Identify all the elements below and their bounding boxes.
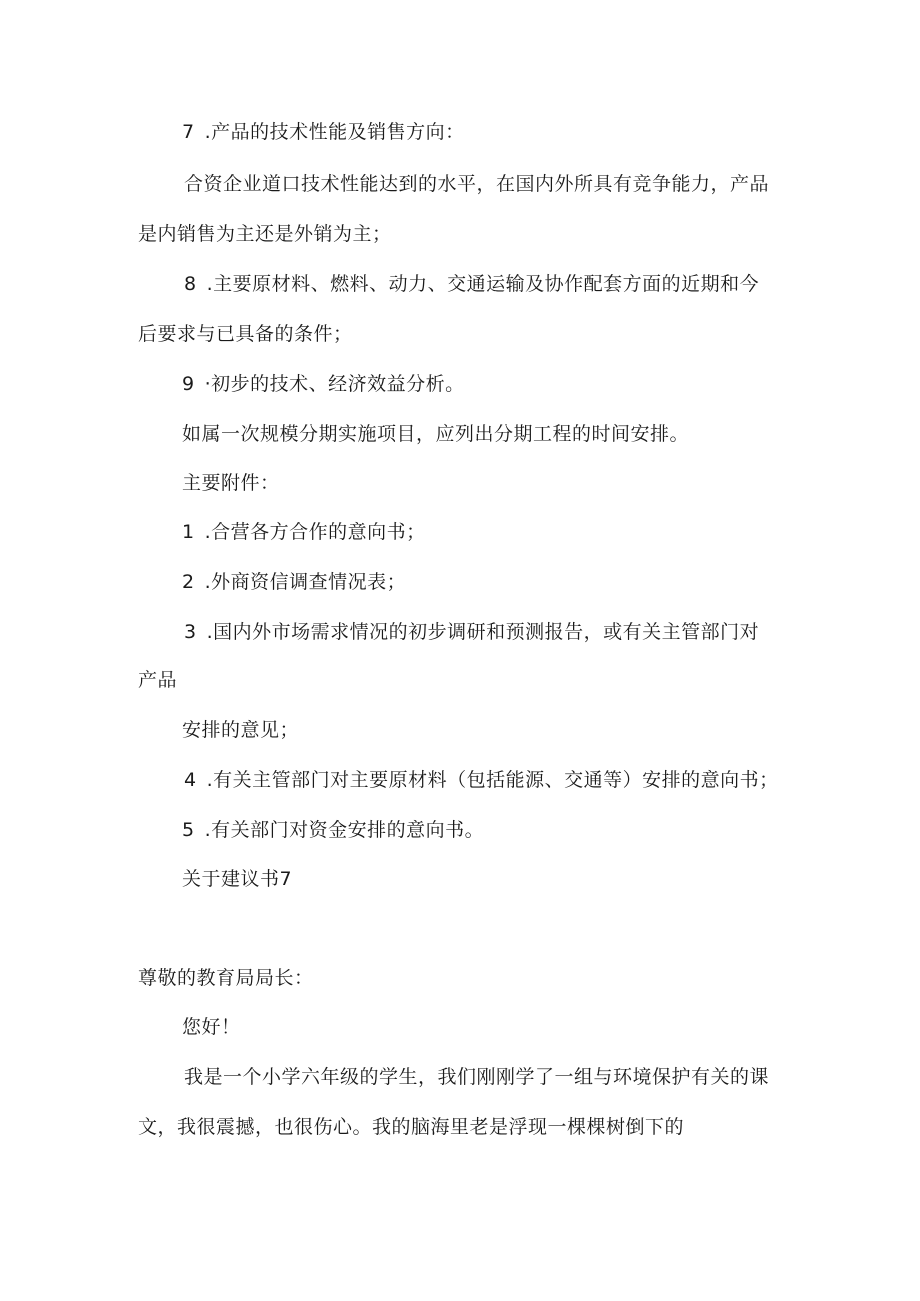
item-text: .有关主管部门对主要原材料（包括能源、交通等）安排的意向书；: [206, 769, 779, 791]
item-9-line: [182, 372, 465, 396]
item-text: .国内外市场需求情况的初步调研和预测报告，或有关主管部门对: [206, 621, 760, 643]
greeting: 您好！: [182, 1016, 241, 1038]
item-text: ·初步的技术、经济效益分析。: [204, 373, 465, 395]
item-number: 1: [182, 521, 195, 543]
attachment-item-1: [182, 520, 426, 544]
item-text: .有关部门对资金安排的意向书。: [204, 819, 485, 841]
paragraph-line: 我是一个小学六年级的学生，我们刚刚学了一组与环境保护有关的课: [184, 1066, 770, 1088]
attachment-item-4: [184, 768, 779, 792]
item-number: 4: [184, 769, 197, 791]
item-text: .外商资信调查情况表；: [204, 571, 407, 593]
paragraph-line: 文，我很震撼，也很伤心。我的脑海里老是浮现一棵棵树倒下的: [138, 1116, 685, 1138]
item-8-line: [184, 272, 759, 296]
item-number: 2: [182, 571, 195, 593]
item-number: 8: [184, 273, 197, 295]
item-text: .主要原材料、燃料、动力、交通运输及协作配套方面的近期和今: [206, 273, 760, 295]
item-number: 7: [182, 121, 195, 143]
paragraph-line: 如属一次规模分期实施项目，应列出分期工程的时间安排。: [182, 423, 690, 445]
paragraph-line: 是内销售为主还是外销为主；: [138, 223, 392, 245]
paragraph-line: 后要求与已具备的条件；: [138, 323, 353, 345]
salutation: 尊敬的教育局局长：: [138, 967, 314, 989]
item-7-line: [182, 120, 465, 144]
item-number: 3: [184, 621, 197, 643]
attachment-item-2: [182, 570, 406, 594]
attachment-item-3: [184, 620, 759, 644]
attachment-item-5: [182, 818, 484, 842]
paragraph-line: 安排的意见；: [182, 719, 300, 741]
item-number: 5: [182, 819, 195, 841]
item-number: 9: [182, 373, 195, 395]
paragraph-line: 合资企业道口技术性能达到的水平，在国内外所具有竞争能力，产品: [184, 173, 770, 195]
letter-title: 关于建议书7: [182, 868, 293, 890]
section-heading: 主要附件：: [182, 472, 280, 494]
paragraph-line: 产品: [138, 669, 178, 691]
item-text: .合营各方合作的意向书；: [204, 521, 426, 543]
item-text: .产品的技术性能及销售方向：: [204, 121, 465, 143]
